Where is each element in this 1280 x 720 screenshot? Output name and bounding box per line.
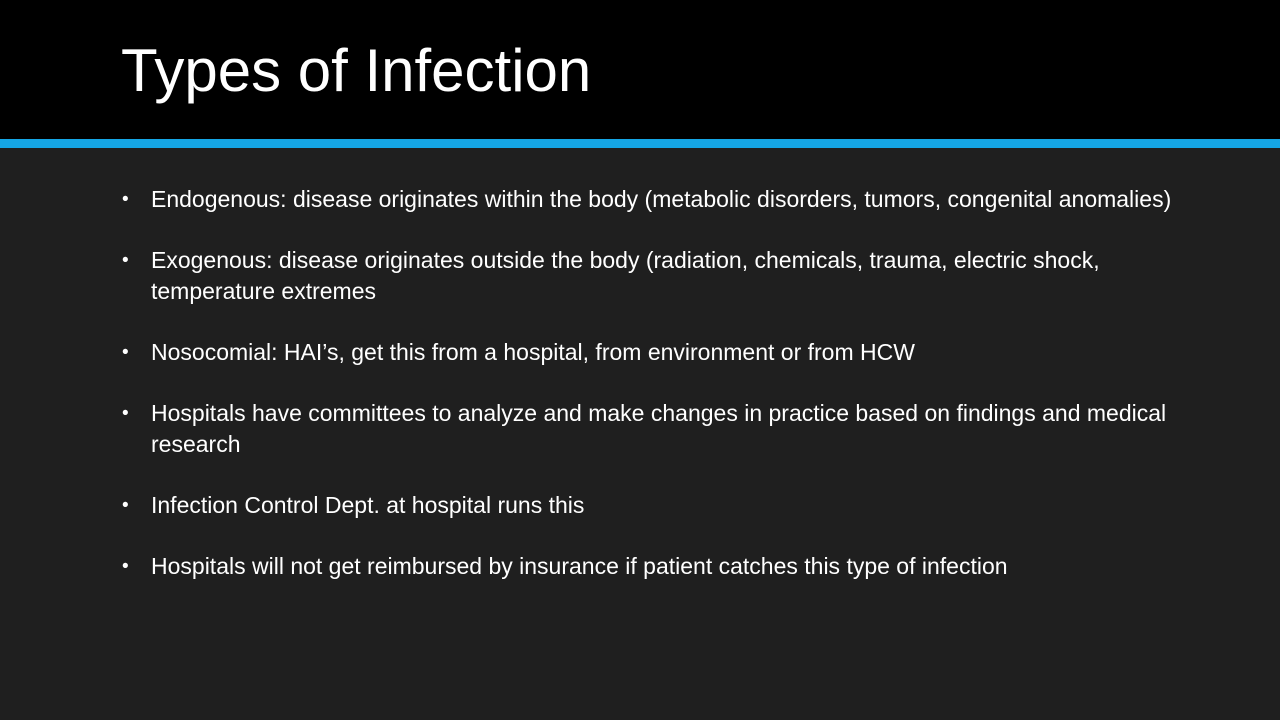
title-bar <box>0 0 1280 139</box>
bullet-item-nosocomial <box>122 337 1222 368</box>
bullet-dot: • <box>122 495 129 516</box>
bullet-list <box>122 184 1222 612</box>
bullet-dot: • <box>122 189 129 210</box>
bullet-text: Infection Control Dept. at hospital runs this <box>151 492 585 518</box>
bullet-dot: • <box>122 403 129 424</box>
bullet-item-infection-control <box>122 490 1222 521</box>
bullet-dot: • <box>122 556 129 577</box>
bullet-item-endogenous <box>122 184 1222 215</box>
accent-rule <box>0 139 1280 148</box>
bullet-item-exogenous <box>122 245 1222 307</box>
bullet-text: Endogenous: disease originates within the body (metabolic disorders, tumors, congenital anomalies) <box>151 186 1172 212</box>
bullet-text: Nosocomial: HAI’s, get this from a hospital, from environment or from HCW <box>151 339 915 365</box>
bullet-item-committees <box>122 398 1222 460</box>
slide-title: Types of Infection <box>121 37 592 104</box>
bullet-text: Hospitals have committees to analyze and make changes in practice based on findings and medical research <box>151 400 1167 457</box>
bullet-dot: • <box>122 342 129 363</box>
bullet-dot: • <box>122 250 129 271</box>
bullet-text: Hospitals will not get reimbursed by insurance if patient catches this type of infection <box>151 553 1008 579</box>
bullet-item-reimbursement <box>122 551 1222 582</box>
bullet-text: Exogenous: disease originates outside the body (radiation, chemicals, trauma, electric shock, temperature extremes <box>151 247 1100 304</box>
